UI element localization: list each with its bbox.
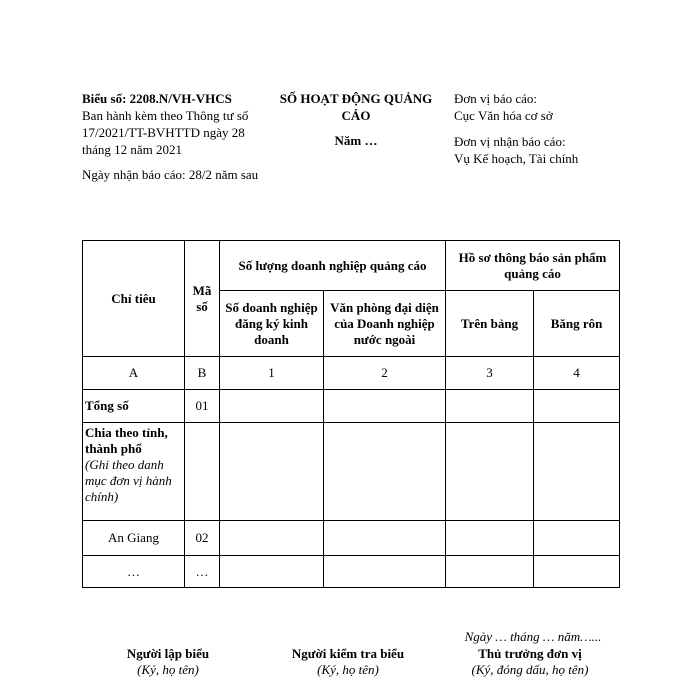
data-cell[interactable] [446, 390, 534, 423]
table-row [83, 390, 620, 423]
form-code: Biểu số: 2208.N/VH-VHCS [82, 91, 232, 106]
data-cell[interactable] [534, 390, 620, 423]
data-cell[interactable] [534, 521, 620, 556]
data-cell[interactable] [534, 556, 620, 588]
receive-date: Ngày nhận báo cáo: 28/2 năm sau [82, 167, 259, 182]
index-cell: 1 [220, 357, 324, 390]
header-registered-enterprises: Số doanh nghiệp đăng ký kinh doanh [220, 291, 324, 357]
header-representative-offices: Văn phòng đại diện của Doanh nghiệp nước ngoài [324, 291, 446, 357]
reporting-unit-label: Đơn vị báo cáo: [454, 91, 538, 106]
index-cell: B [185, 357, 220, 390]
data-cell[interactable] [324, 423, 446, 521]
report-year: Năm … [334, 133, 378, 148]
data-cell[interactable] [220, 390, 324, 423]
data-cell[interactable] [220, 521, 324, 556]
issued-by: Ban hành kèm theo Thông tư số 17/2021/TT-BVHTTD ngày 28 tháng 12 năm 2021 [82, 108, 249, 157]
index-cell: 3 [446, 357, 534, 390]
header-billboard: Trên bảng [446, 291, 534, 357]
index-cell: A [83, 357, 185, 390]
table-row [83, 521, 620, 556]
row-label-block [83, 423, 185, 521]
row-label: … [83, 556, 185, 588]
table-row [83, 423, 620, 521]
head-note: (Ký, đóng dấu, họ tên) [471, 662, 589, 677]
row-code: … [185, 556, 220, 588]
data-cell[interactable] [446, 423, 534, 521]
table-row [83, 556, 620, 588]
head-title: Thủ trưởng đơn vị [478, 646, 582, 661]
row-code: 01 [185, 390, 220, 423]
data-cell[interactable] [220, 423, 324, 521]
receiving-unit-label: Đơn vị nhận báo cáo: [454, 134, 566, 149]
row-code [185, 423, 220, 521]
row-code: 02 [185, 521, 220, 556]
units-info [454, 90, 654, 167]
report-title: SỐ HOẠT ĐỘNG QUẢNG CÁO [279, 91, 433, 123]
data-cell[interactable] [446, 521, 534, 556]
checker-note: (Ký, họ tên) [317, 662, 379, 677]
preparer-signature [108, 646, 228, 678]
index-cell: 4 [534, 357, 620, 390]
form-info [82, 90, 262, 183]
header-indicator: Chỉ tiêu [83, 241, 185, 357]
checker-title: Người kiểm tra biểu [291, 646, 405, 661]
head-signature [450, 646, 610, 678]
checker-signature [278, 646, 418, 678]
data-cell[interactable] [324, 390, 446, 423]
row-label: An Giang [83, 521, 185, 556]
data-cell[interactable] [446, 556, 534, 588]
header-dossiers-group: Hồ sơ thông báo sản phẩm quảng cáo [446, 241, 620, 291]
sign-date: Ngày … tháng … năm…... [464, 629, 602, 644]
receiving-unit: Vụ Kế hoạch, Tài chính [454, 151, 579, 166]
reporting-unit: Cục Văn hóa cơ sở [454, 108, 553, 123]
index-row [83, 357, 620, 390]
row-label: Tổng số [83, 390, 185, 423]
row-label: Chia theo tỉnh, thành phố [85, 425, 168, 456]
header-banner: Băng rôn [534, 291, 620, 357]
report-title-block [268, 90, 444, 149]
data-cell[interactable] [324, 556, 446, 588]
report-table [82, 240, 620, 588]
header-enterprises-group: Số lượng doanh nghiệp quảng cáo [220, 241, 446, 291]
header-code: Mã số [185, 241, 220, 357]
preparer-title: Người lập biểu [126, 646, 210, 661]
row-note: (Ghi theo danh mục đơn vị hành chính) [85, 457, 172, 504]
index-cell: 2 [324, 357, 446, 390]
data-cell[interactable] [220, 556, 324, 588]
data-cell[interactable] [324, 521, 446, 556]
data-cell[interactable] [534, 423, 620, 521]
preparer-note: (Ký, họ tên) [137, 662, 199, 677]
